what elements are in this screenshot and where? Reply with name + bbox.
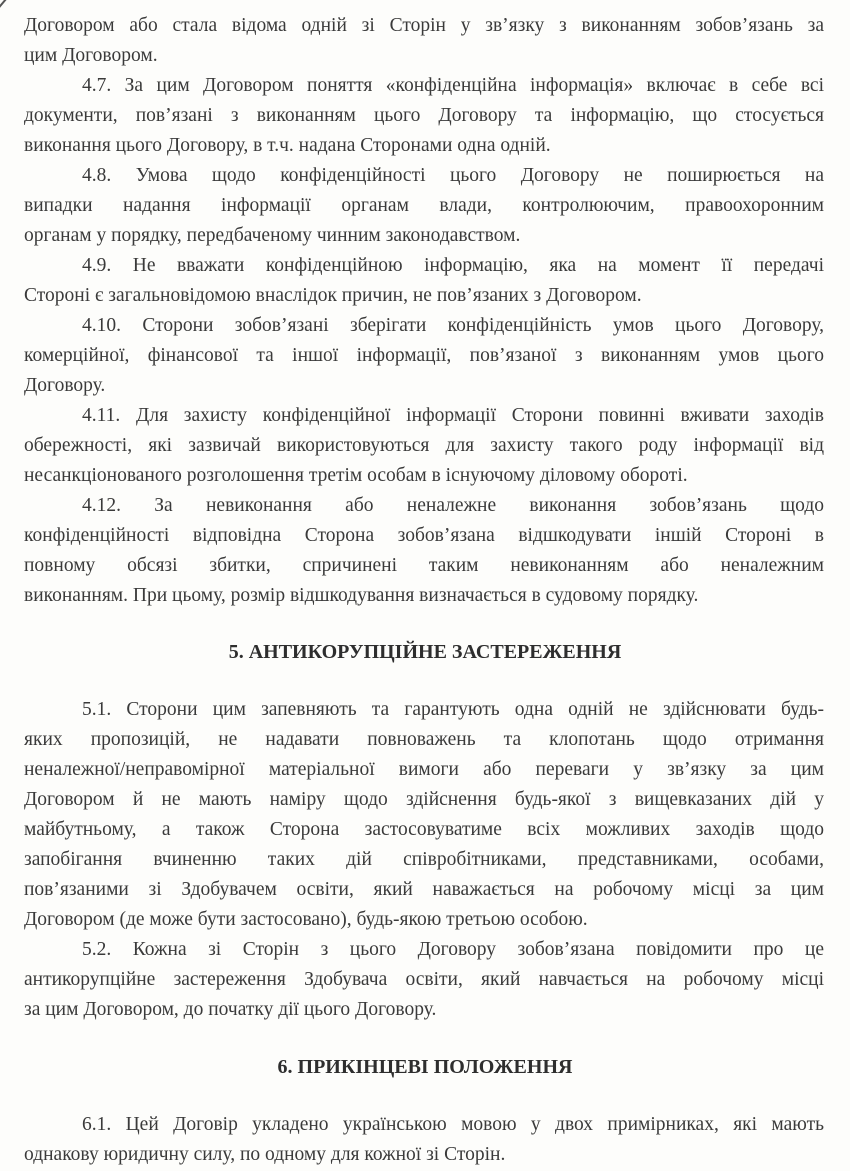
clause-5-2-line: за цим Договором, до початку дії цього Договору.	[24, 999, 437, 1020]
clause-4-12-line: 4.12. За невиконання або неналежне виконання зобов’язань щодо	[82, 495, 824, 516]
text-line: Договором або стала відома одній зі Сторін у зв’язку з виконанням зобов’язань за	[24, 15, 824, 36]
clause-5-2-line: 5.2. Кожна зі Сторін з цього Договору зобов’язана повідомити про це	[82, 939, 824, 960]
clause-4-9-line: 4.9. Не вважати конфіденційною інформацію, яка на момент її передачі	[82, 255, 824, 276]
clause-5-1-line: майбутньому, а також Сторона застосовуватиме всіх можливих заходів щодо	[24, 819, 824, 840]
clause-5-1-line: яких пропозицій, не надавати повноважень та клопотань щодо отримання	[24, 729, 824, 750]
clause-5-2-line: антикорупційне застереження Здобувача освіти, який навчається на робочому місці	[24, 969, 824, 990]
clause-4-8-line: органам у порядку, передбаченому чинним законодавством.	[24, 225, 521, 246]
clause-4-7-line: виконання цього Договору, в т.ч. надана Сторонами одна одній.	[24, 135, 551, 156]
clause-6-1-line: 6.1. Цей Договір укладено українською мовою у двох примірниках, які мають	[82, 1114, 824, 1135]
clause-5-1-line: Договором й не мають наміру щодо здійснення будь-якої з вищевказаних дій у	[24, 789, 824, 810]
clause-4-12-line: повному обсязі збитки, спричинені таким невиконанням або неналежним	[24, 555, 824, 576]
clause-4-11-line: обережності, які зазвичай використовуються для захисту такого роду інформації від	[24, 435, 824, 456]
clause-5-1-line: пов’язаними зі Здобувачем освіти, який наважається на робочому місці за цим	[24, 879, 824, 900]
clause-4-9-line: Стороні є загальновідомою внаслідок причин, не пов’язаних з Договором.	[24, 285, 642, 306]
section-5-heading: 5. АНТИКОРУПЦІЙНЕ ЗАСТЕРЕЖЕННЯ	[228, 641, 622, 663]
clause-5-1-line: запобігання вчиненню таких дій співробітниками, представниками, особами,	[24, 849, 824, 870]
section-6-heading: 6. ПРИКІНЦЕВІ ПОЛОЖЕННЯ	[277, 1056, 573, 1078]
clause-4-12-line: виконанням. При цьому, розмір відшкодування визначається в судовому порядку.	[24, 585, 699, 606]
clause-4-7-line: документи, пов’язані з виконанням цього Договору та інформацію, що стосується	[24, 105, 824, 126]
clause-4-7-line: 4.7. За цим Договором поняття «конфіденційна інформація» включає в себе всі	[82, 75, 824, 96]
clause-5-1-line: 5.1. Сторони цим запевняють та гарантують одна одній не здійснювати будь-	[82, 699, 824, 720]
clause-4-11-line: несанкціонованого розголошення третім особам в існуючому діловому обороті.	[24, 465, 688, 486]
clause-4-10-line: комерційної, фінансової та іншої інформації, пов’язаної з виконанням умов цього	[24, 345, 824, 366]
clause-4-12-line: конфіденційності відповідна Сторона зобов’язана відшкодувати іншій Стороні в	[24, 525, 824, 546]
text-line: цим Договором.	[24, 45, 158, 66]
clause-4-8-line: 4.8. Умова щодо конфіденційності цього Договору не поширюється на	[82, 165, 824, 186]
corner-pen-mark	[0, 0, 19, 12]
clause-6-1-line: однакову юридичну силу, по одному для кожної зі Сторін.	[24, 1144, 506, 1165]
clause-4-11-line: 4.11. Для захисту конфіденційної інформації Сторони повинні вживати заходів	[82, 405, 824, 426]
clause-5-1-line: Договором (де може бути застосовано), будь-якою третьою особою.	[24, 909, 588, 930]
clause-5-1-line: неналежної/неправомірної матеріальної вимоги або переваги у зв’язку за цим	[24, 759, 824, 780]
clause-4-10-line: 4.10. Сторони зобов’язані зберігати конфіденційність умов цього Договору,	[82, 315, 824, 336]
clause-4-10-line: Договору.	[24, 375, 106, 396]
clause-4-8-line: випадки надання інформації органам влади, контролюючим, правоохоронним	[24, 195, 824, 216]
